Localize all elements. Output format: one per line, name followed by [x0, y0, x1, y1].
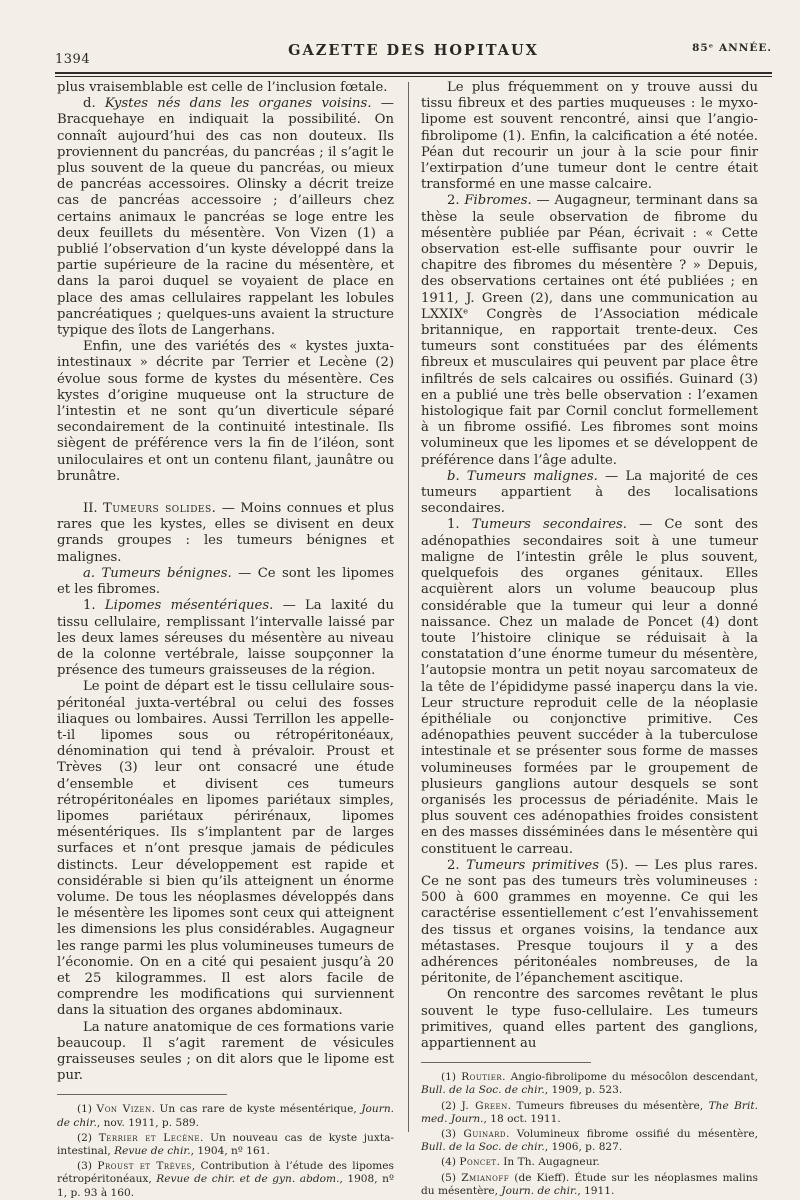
footnote: (1) Routier. Angio-fibrolipome du mésocôlon descendant, Bull. de la Soc. de chir., 1909, p. 523. [421, 1071, 759, 1097]
section-title: Kystes nés dans les organes voisins. [104, 96, 372, 112]
footnote-rule [57, 1094, 227, 1095]
footnote: (1) Von Vizen. Un cas rare de kyste mésentérique, Journ. de chir., nov. 1911, p. 589. [57, 1103, 395, 1129]
footnote: (2) J. Green. Tumeurs fibreuses du mésentère, The Brit. med. Journ., 18 oct. 1911. [421, 1099, 759, 1125]
paragraph-text: — Moins connues et plus rares que les kystes, elles se divisent en deux grands groupes : les tumeurs bénignes et malignes. [57, 501, 394, 565]
paragraph-text: — La laxité du tissu cellulaire, remplissant l’intervalle laissé par les deux lames séreuses du mésentère au niveau de la colonne vertébrale, laisse soupçonner la présence des tumeurs graisseuses de la région. [57, 598, 394, 679]
right-column [421, 80, 758, 1198]
page-header [55, 40, 772, 67]
header-rule-thin [55, 76, 772, 77]
column-divider [408, 82, 409, 1132]
footnote: (5) Zmianoff (de Kieff). Étude sur les néoplasmes malins du mésentère, Journ. de chir., 1911. [421, 1171, 758, 1197]
paragraph-text: (5). — Les plus rares. Ce ne sont pas des tumeurs très volumineuses : 500 à 600 grammes en moyenne. Ce qui les caractérise essentiellement c’est l’envahissement des tissus et organes voisins, la tendance aux métastases. Presque toujours il y a des adhérences péritonéales nombreuses, de la péritonite, de l’épanchement ascitique. [421, 857, 758, 987]
paragraph-text: — Augagneur, terminant dans sa thèse la seule observation de fibrome du mésentère publiée par Péan, écrivait : « Cette observation est-elle suffisante pour ouvrir le chapitre des fibromes du mésentère ? » Depuis, des observations certaines ont été publiées ; en 1911, J. Green (2), dans une communication au LXXIXᵉ Congrès de l’Association médicale britannique, en rapportait trente-deux. Ces tumeurs sont constituées par des éléments fibreux et musculaires qui peuvent par place être infiltrés de sels calcaires ou ossifiés. Guinard (3) en a publié une très belle observation : l’examen histologique fait par Cornil conclut formellement à un fibrome ossifié. Les fibromes sont moins volumineux que les lipomes et se développent de préférence dans l’âge adulte. [421, 193, 758, 468]
section-heading: Tumeurs solides. [103, 501, 217, 517]
paragraph [57, 598, 394, 679]
paragraph: Le point de départ est le tissu cellulaire sous-péritonéal juxta-vertébral ou celui des fosses iliaques ou lombaires. Aussi Terrillon les appelle-t-il lipomes sous ou rétropéritonéaux, dénomination qui tend à prévaloir. Proust et Trèves (3) leur ont consacré une étude d’ensemble et divisent ces tumeurs rétropéritonéales en lipomes pariétaux simples, lipomes pariétaux périrénaux, lipomes mésentériques. Ils s’implantent par de larges surfaces et n’ont presque jamais de pédicules distincts. Leur développement est rapide et considérable si bien qu’ils atteignent un énorme volume. De tous les néoplasmes développés dans le mésentère les lipomes sont ceux qui atteignent les dimensions les plus considérables. Augagneur les range parmi les plus volumineuses tumeurs de l’économie. On en a cité qui pesaient jusqu’à 20 et 25 kilogrammes. Il est alors facile de comprendre les modifications qui surviennent dans la situation des organes abdominaux. [57, 679, 394, 1019]
section-title: Tumeurs primitives [466, 857, 599, 873]
section-label: b. [447, 468, 467, 484]
footnote: (4) Poncet. In Th. Augagneur. [441, 1156, 600, 1169]
section-label: 1. [83, 598, 105, 614]
left-column [57, 80, 394, 1200]
footnote: (3) Guinard. Volumineux fibrome ossifié du mésentère, Bull. de la Soc. de chir., 1906, p. 827. [421, 1128, 758, 1154]
paragraph [57, 96, 394, 339]
paragraph [421, 193, 758, 468]
section-title: Tumeurs secondaires. [471, 517, 627, 533]
section-label: 2. [447, 857, 467, 873]
journal-title: GAZETTE DES HOPITAUX [288, 42, 539, 59]
section-gap [57, 485, 394, 501]
section-title: Fibromes. [464, 193, 532, 209]
paragraph [57, 566, 394, 598]
footnote-rule [421, 1062, 591, 1063]
section-label: a. [83, 565, 102, 581]
paragraph-text: — Ce sont les lipomes et les fibromes. [57, 565, 394, 598]
paragraph-text: — Ce sont des adénopathies secondaires soit à une tumeur maligne de l’intestin grêle le plus souvent, quelquefois des organes génitaux. Elles acquièrent alors un volume beaucoup plus considérable que la tumeur qui leur a donné naissance. Chez un malade de Poncet (4) dont toute l’histoire clinique se réduisait à la constatation d’une énorme tumeur du mésentère, l’autopsie montra un petit noyau sarcomateux de la tête de l’épididyme passé inaperçu dans la vie. Leur structure reproduit celle de la néoplasie épithéliale ou conjonctive primitive. Ces adénopathies peuvent succéder à la tuberculose intestinale et se présenter sous forme de masses volumineuses formées par le groupement de plusieurs ganglions autour desquels se sont organisés les processus de périadénite. Mais le plus souvent ces adénopathies froides consistent en des masses disséminées dans le mésentère qui constituent le carreau. [421, 517, 758, 857]
footnote: (3) Proust et Trèves, Contribution à l’étude des lipomes rétropéritonéaux, Revue de chir. et de gyn. abdom., 1908, nº 1, p. 93 à 160. [57, 1160, 394, 1199]
header-rule-thick [55, 72, 772, 74]
page-number: 1394 [55, 52, 91, 67]
section-title: Lipomes mésentériques. [104, 598, 274, 614]
section-title: Tumeurs bénignes. [101, 565, 232, 581]
volume-year: 85ᵉ ANNÉE. [692, 42, 772, 54]
paragraph [421, 469, 758, 518]
paragraph [57, 501, 394, 566]
paragraph-text: — La majorité de ces tumeurs appartient à des localisations secondaires. [421, 468, 758, 517]
paragraph [421, 517, 758, 857]
footnote: (2) Terrier et Lecène. Un nouveau cas de kyste juxta-intestinal, Revue de chir., 1904, nº 161. [57, 1131, 394, 1157]
paragraph: Le plus fréquemment on y trouve aussi du tissu fibreux et des parties muqueuses : le myxo-lipome est souvent rencontré, ainsi que l’angio-fibrolipome (1). Enfin, la calcification a été notée. Péan dut recourir un jour à la scie pour finir l’extirpation d’une tumeur dont le centre était transformé en une masse calcaire. [421, 80, 758, 193]
paragraph: La nature anatomique de ces formations varie beaucoup. Il s’agit rarement de vésicules graisseuses seules ; on dit alors que le lipome est pur. [57, 1019, 394, 1084]
section-label: II. [83, 501, 104, 517]
paragraph: On rencontre des sarcomes revêtant le plus souvent le type fuso-cellulaire. Les tumeurs primitives, quand elles partent des ganglions, appartiennent au [421, 987, 758, 1051]
paragraph-text: — Bracquehaye en indiquait la possibilité. On connaît aujourd’hui des cas non douteux. Ils proviennent du pancréas, du pancréas ; il s’agit le plus souvent de la queue du pancréas, ou mieux de pancréas accessoires. Olinsky a décrit treize cas de pancréas accessoire ; d’ailleurs chez certains animaux le pancréas se loge entre les deux feuillets du mésentère. Von Vizen (1) a publié l’observation d’un kyste développé dans la partie supérieure de la racine du mésentère, et dans la paroi duquel se voyaient de place en place des amas cellulaires rappelant les lobules pancréatiques ; quelques-uns avaient la structure typique des îlots de Langerhans. [57, 96, 394, 339]
paragraph: Enfin, une des variétés des « kystes juxta-intestinaux » décrite par Terrier et Lecène (2) évolue sous forme de kystes du mésentère. Ces kystes d’origine muqueuse ont la structure de l’intestin et ne sont qu’un diverticule séparé secondairement de la continuité intestinale. Ils siègent de préférence vers la fin de l’iléon, sont uniloculaires et ont un contenu filant, jaunâtre ou brunâtre. [57, 339, 394, 484]
paragraph [421, 858, 758, 988]
paragraph: plus vraisemblable est celle de l’inclusion fœtale. [57, 80, 388, 95]
section-label: d. [83, 96, 105, 112]
section-label: 2. [447, 193, 465, 209]
section-title: Tumeurs malignes. [466, 468, 598, 484]
section-label: 1. [447, 517, 472, 533]
